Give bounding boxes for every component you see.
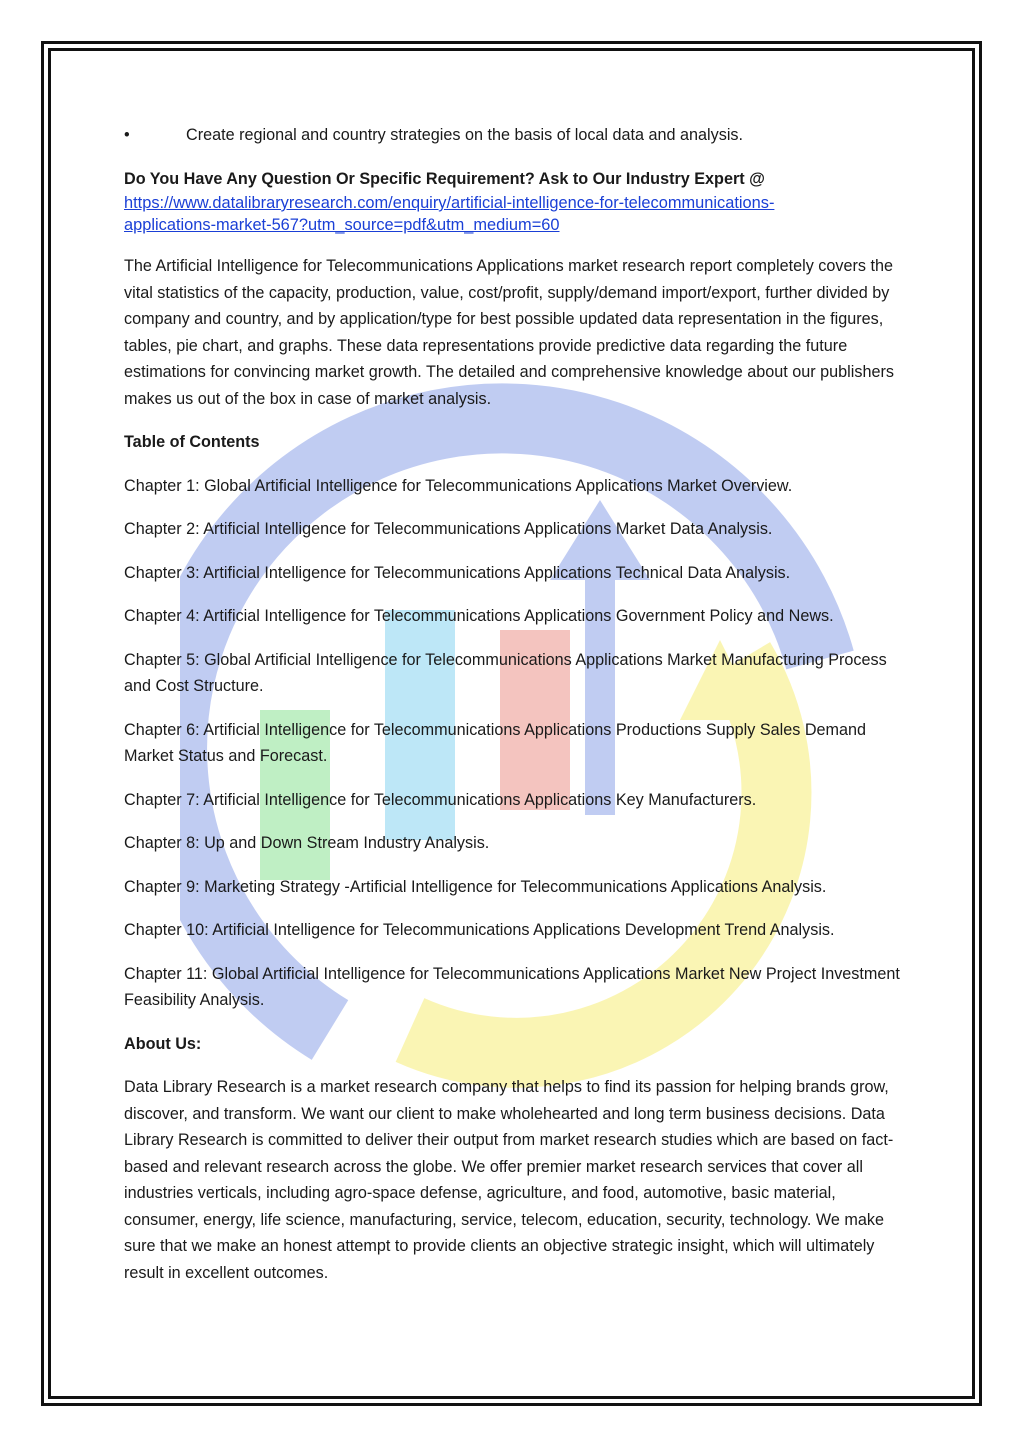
toc-chapter: Chapter 4: Artificial Intelligence for Telecommunications Applications Government Policy and News. (124, 607, 834, 625)
intro-paragraph: The Artificial Intelligence for Telecommunications Applications market research report completely covers the vital statistics of the capacity, production, value, cost/profit, supply/demand import/export, further divided by company and country, and by application/type for best possible updated data representation in the figures, tables, pie chart, and graphs. These data representations provide predictive data regarding the future estimations for convincing market growth. The detailed and comprehensive knowledge about our publishers makes us out of the box in case of market analysis. (124, 257, 894, 408)
toc-list (124, 473, 904, 1014)
toc-chapter: Chapter 11: Global Artificial Intelligence for Telecommunications Applications Market New Project Investment Feasibility Analysis. (124, 964, 900, 1009)
enquiry-link-line1: https://www.datalibraryresearch.com/enquiry/artificial-intelligence-for-telecommunications- (124, 194, 775, 212)
bullet-item (124, 122, 904, 149)
toc-chapter: Chapter 6: Artificial Intelligence for Telecommunications Applications Productions Supply Sales Demand Market Status and Forecast. (124, 720, 867, 765)
question-block (124, 166, 904, 237)
enquiry-link-line2: applications-market-567?utm_source=pdf&utm_medium=60 (124, 216, 560, 234)
toc-heading: Table of Contents (124, 433, 260, 451)
toc-chapter: Chapter 2: Artificial Intelligence for Telecommunications Applications Market Data Analysis. (124, 520, 773, 538)
bullet-text: Create regional and country strategies on the basis of local data and analysis. (186, 126, 744, 144)
question-heading: Do You Have Any Question Or Specific Requirement? Ask to Our Industry Expert @ (124, 169, 765, 188)
enquiry-link[interactable] (124, 192, 904, 236)
about-paragraph: Data Library Research is a market research company that helps to find its passion for helping brands grow, discover, and transform. We want our client to make wholehearted and long term business decisions. Data Library Research is committed to deliver their output from market research studies which are based on fact-based and relevant research across the globe. We offer premier market research services that cover all industries verticals, including agro-space defense, agriculture, and food, automotive, basic material, consumer, energy, life science, manufacturing, service, telecom, education, security, technology. We make sure that we make an honest attempt to provide clients an objective strategic insight, which will ultimately result in excellent outcomes. (124, 1078, 894, 1282)
toc-chapter: Chapter 1: Global Artificial Intelligence for Telecommunications Applications Market Overview. (124, 476, 793, 495)
toc-chapter: Chapter 3: Artificial Intelligence for Telecommunications Applications Technical Data Analysis. (124, 563, 791, 582)
toc-chapter: Chapter 8: Up and Down Stream Industry Analysis. (124, 834, 490, 852)
toc-chapter: Chapter 7: Artificial Intelligence for Telecommunications Applications Key Manufacturers. (124, 790, 757, 809)
about-heading: About Us: (124, 1034, 202, 1053)
toc-chapter: Chapter 9: Marketing Strategy -Artificial Intelligence for Telecommunications Applications Analysis. (124, 877, 827, 896)
toc-chapter: Chapter 5: Global Artificial Intelligence for Telecommunications Applications Market Manufacturing Process and Cost Structure. (124, 650, 887, 695)
bullet-mark: • (124, 126, 130, 144)
toc-chapter: Chapter 10: Artificial Intelligence for Telecommunications Applications Development Trend Analysis. (124, 921, 835, 939)
document-body (124, 122, 904, 1303)
